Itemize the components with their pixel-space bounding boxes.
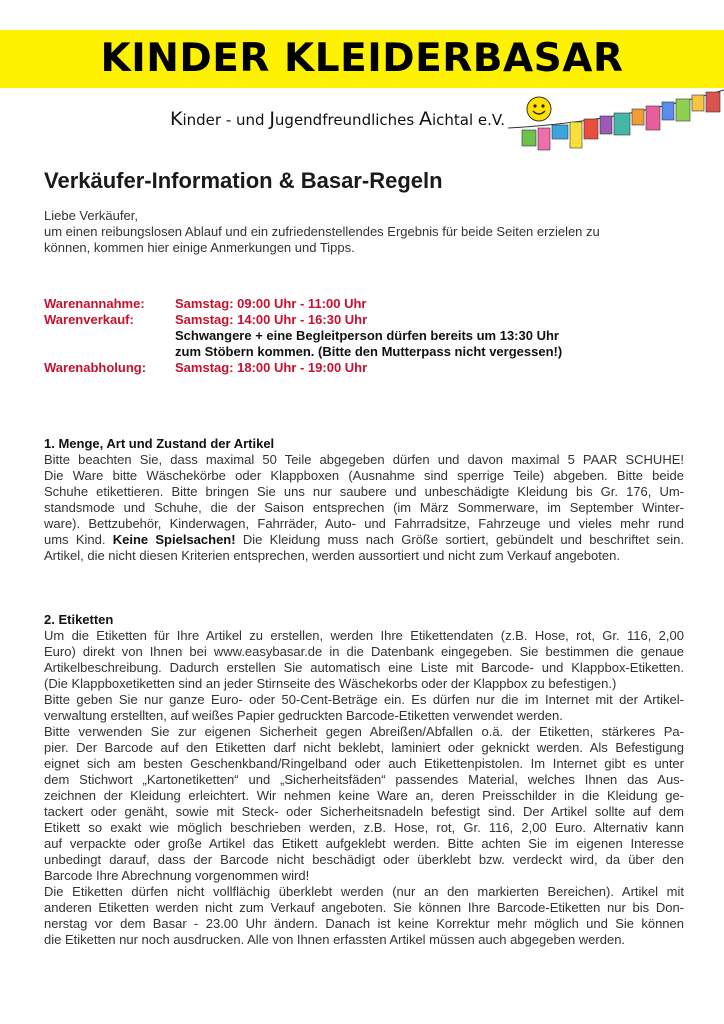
schedule-block: [44, 296, 684, 376]
schedule-label: Warenannahme:: [44, 296, 145, 311]
section-menge-art-zustand: [44, 436, 684, 564]
paragraph-line: Artikelbeschreibung. Dadurch erstellen Sie automatisch eine Liste mit Barcode- und Klappbox-Etiketten.: [44, 660, 684, 675]
paragraph-line: tackert oder genäht, sowie mit Steck- oder Sicherheitsnadeln befestigt sind. Der Artikel sollte auf dem: [44, 804, 684, 819]
no-toys-emphasis: Keine Spielsachen!: [112, 532, 236, 547]
paragraph-line: Bitte geben Sie nur ganze Euro- oder 50-Cent-Beträge ein. Es dürfen nur die im Internet mit der Artikel-: [44, 692, 684, 707]
paragraph-line: Bitte beachten Sie, dass maximal 50 Teile abgegeben dürfen und davon maximal 5 PAAR SCHUHE!: [44, 452, 684, 467]
paragraph-line: standsmode und Schuhe, die der Saison entsprechen (im März Sommerware, im September Winter-: [44, 500, 684, 515]
paragraph-line: verwaltung erstellten, auf weißes Papier gedruckten Barcode-Etiketten verwendet werden.: [44, 708, 563, 723]
schedule-row-abholung: [44, 360, 684, 376]
paragraph-line: dem Stichwort „Kartonetiketten“ und „Sicherheitsfäden“ passendes Material, welches Ihnen das Aus-: [44, 772, 684, 787]
org-part-1: inder - und: [182, 111, 270, 129]
paragraph-line: eignet sich am besten Geschenkband/Ringelband oder auch Etikettenpistolen. Im Internet gibt es unter: [44, 756, 684, 771]
paragraph-line: Bitte verwenden Sie zur eigenen Sicherheit gegen Abreißen/Abfallen o.ä. der Etiketten, stärkeres Pa-: [44, 724, 684, 739]
smiley-icon: [526, 96, 552, 122]
schedule-row-verkauf: [44, 312, 684, 328]
schedule-note-row: [44, 328, 684, 344]
paragraph-line: Die Ware bitte Wäschekörbe oder Klappboxen (Ausnahme sind sperrige Teile) abgeben. Bitte beide: [44, 468, 684, 483]
org-part-2: ugendfreundliches: [274, 111, 419, 129]
org-part-3: ichtal e.V.: [432, 111, 506, 129]
paragraph-line: unbedingt darauf, dass der Barcode nicht beschädigt oder überklebt bzw. verdeckt wird, da über den: [44, 852, 684, 867]
section-heading: 2. Etiketten: [44, 612, 114, 627]
intro-greeting: Liebe Verkäufer,: [44, 208, 138, 223]
paragraph-line: Schuhe etikettieren. Bitte bringen Sie uns nur saubere und unbeschädigte Kleidung bis Gr. 176, Um-: [44, 484, 684, 499]
intro-line: um einen reibungslosen Ablauf und ein zufriedenstellendes Ergebnis für beide Seiten erzielen zu: [44, 224, 600, 239]
schedule-time: Samstag: 14:00 Uhr - 16:30 Uhr: [175, 312, 368, 327]
paragraph-line: die Etiketten nur noch ausdrucken. Alle von Ihnen erfassten Artikel müssen auch abgegeben werden.: [44, 932, 626, 947]
paragraph-line: ums Kind. Keine Spielsachen! Die Kleidung muss nach Größe sortiert, gebündelt und beschriftet sein.: [44, 532, 684, 547]
schedule-time: Samstag: 18:00 Uhr - 19:00 Uhr: [175, 360, 368, 375]
intro-paragraph: [44, 208, 684, 256]
schedule-note: Schwangere + eine Begleitperson dürfen bereits um 13:30 Uhr: [175, 328, 559, 343]
paragraph-line: pier. Der Barcode auf den Etiketten darf nicht beklebt, laminiert oder geknickt werden. Als Befestigung: [44, 740, 684, 755]
paragraph-line: zeichnen der Kleidung erleichtert. Wir nehmen keine Ware an, deren Preisschilder in die Kleidung ge-: [44, 788, 684, 803]
org-initial-j: J: [269, 108, 275, 130]
paragraph-line: Um die Etiketten für Ihre Artikel zu erstellen, werden Ihre Etikettendaten (z.B. Hose, rot, Gr. 116, 2,00: [44, 628, 684, 643]
paragraph-line: Die Etiketten dürfen nicht vollflächig überklebt werden (nur an den markierten Bereichen). Artikel mit: [44, 884, 684, 899]
clothesline-illustration: [508, 82, 724, 162]
paragraph-line: Barcode Ihre Abrechnung vorgenommen wird!: [44, 868, 310, 883]
schedule-label: Warenverkauf:: [44, 312, 134, 327]
paragraph-line: Etikett so exakt wie möglich beschrieben werden, z.B. Hose, rot, Gr. 116, 2,00 Euro. Alternativ kann: [44, 820, 684, 835]
schedule-label: Warenabholung:: [44, 360, 147, 375]
paragraph-line: Artikel, die nicht diesen Kriterien entsprechen, werden aussortiert und nicht zum Verkauf angeboten.: [44, 548, 620, 563]
section-etiketten: [44, 612, 684, 948]
page-title: Verkäufer-Information & Basar-Regeln: [44, 168, 443, 193]
org-initial-k: K: [170, 108, 183, 130]
organization-name: [170, 108, 505, 130]
paragraph-line: (Die Klappboxetiketten sind an jeder Stirnseite des Wäschekorbs oder der Klappbox zu befestigen.): [44, 676, 617, 691]
paragraph-line: Euro) direkt von Ihnen bei www.easybasar.de in die Datenbank eingegeben. Sie bestimmen die genaue: [44, 644, 684, 659]
section-heading: 1. Menge, Art und Zustand der Artikel: [44, 436, 275, 451]
schedule-note-row: [44, 344, 684, 360]
banner-title: KINDER KLEIDERBASAR: [100, 36, 624, 81]
paragraph-line: auf verpackte oder große Artikel das Etikett aufgeklebt werden. Bitte achten Sie im eigenen Interesse: [44, 836, 684, 851]
schedule-note: zum Stöbern kommen. (Bitte den Mutterpass nicht vergessen!): [175, 344, 563, 359]
schedule-time: Samstag: 09:00 Uhr - 11:00 Uhr: [175, 296, 367, 311]
org-initial-a: A: [419, 108, 432, 130]
intro-line: können, kommen hier einige Anmerkungen und Tipps.: [44, 240, 355, 255]
paragraph-line: anderen Etiketten werden nicht zum Verkauf angeboten. Sie können Ihre Barcode-Etiketten nur bis Don-: [44, 900, 684, 915]
paragraph-line: ware). Bettzubehör, Kinderwagen, Fahrräder, Auto- und Fahrradsitze, Fahrzeuge und vieles mehr rund: [44, 516, 684, 531]
paragraph-line: nerstag vor dem Basar - 23.00 Uhr ändern. Danach ist keine Korrektur mehr möglich und Sie können: [44, 916, 684, 931]
schedule-row-annahme: [44, 296, 684, 312]
